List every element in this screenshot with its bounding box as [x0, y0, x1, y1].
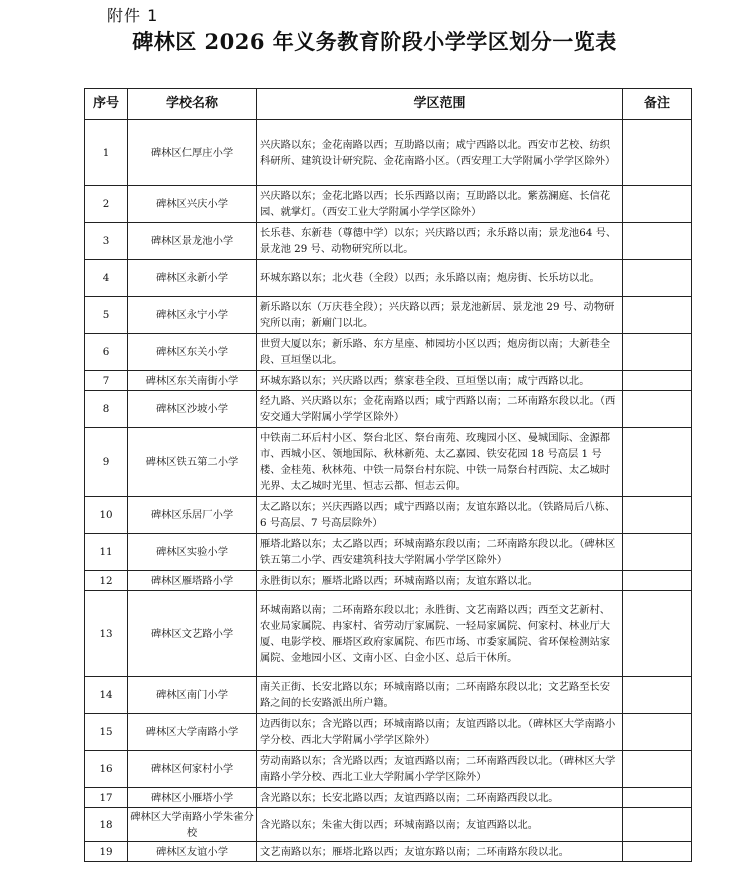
row-note — [623, 260, 692, 297]
header-school: 学校名称 — [128, 89, 257, 120]
district-range: 兴庆路以东；金花北路以西；长乐西路以南；互助路以北。紫荔澜庭、长信花园、就掌灯。（西安工业大学附属小学学区除外） — [257, 186, 623, 223]
district-range: 中铁南二环后村小区、祭台北区、祭台南苑、玫瑰园小区、曼城国际、金源都市、西城小区、领地国际、秋林新苑、太乙嘉园、铁安花园 18 号高层 1 号楼、金桂苑、秋林苑、中铁一局祭台村东院、中铁一局祭台村西院、太乙城时光界、太乙城时光里、恒志云都、恒志云仰。 — [257, 428, 623, 497]
table-row — [85, 186, 692, 223]
row-note — [623, 808, 692, 842]
row-number: 9 — [85, 428, 128, 497]
table-row — [85, 571, 692, 591]
row-note — [623, 391, 692, 428]
row-number: 2 — [85, 186, 128, 223]
table-header-row — [85, 89, 692, 120]
school-name: 碑林区何家村小学 — [128, 751, 257, 788]
row-note — [623, 842, 692, 862]
table-row — [85, 428, 692, 497]
table-row — [85, 808, 692, 842]
district-range: 环城东路以东；兴庆路以西；蔡家巷全段、亘垣堡以南；咸宁西路以北。 — [257, 371, 623, 391]
row-note — [623, 371, 692, 391]
school-district-table — [84, 88, 692, 862]
table-row — [85, 260, 692, 297]
table-row — [85, 120, 692, 186]
school-name: 碑林区小雁塔小学 — [128, 788, 257, 808]
school-name: 碑林区文艺路小学 — [128, 591, 257, 677]
school-name: 碑林区南门小学 — [128, 677, 257, 714]
row-number: 12 — [85, 571, 128, 591]
table-row — [85, 297, 692, 334]
table-body — [85, 120, 692, 862]
district-range: 边西街以东；含光路以西；环城南路以南；友谊西路以北。（碑林区大学南路小学分校、西北大学附属小学学区除外） — [257, 714, 623, 751]
district-range: 环城南路以南；二环南路东段以北；永胜街、文艺南路以西；西至文艺新村、农业局家属院、冉家村、省劳动厅家属院、一轻局家属院、何家村、林业厅大厦、电影学校、雁塔区政府家属院、布匹市场、市委家属院、省环保检测站家属院、金地园小区、文南小区、白金小区、总后干休所。 — [257, 591, 623, 677]
table-row — [85, 714, 692, 751]
row-number: 16 — [85, 751, 128, 788]
school-name: 碑林区实验小学 — [128, 534, 257, 571]
row-number: 1 — [85, 120, 128, 186]
school-name: 碑林区仁厚庄小学 — [128, 120, 257, 186]
school-name: 碑林区沙坡小学 — [128, 391, 257, 428]
row-note — [623, 534, 692, 571]
district-range: 雁塔北路以东；太乙路以西；环城南路东段以南；二环南路东段以北。（碑林区铁五第二小学、西安建筑科技大学附属小学学区除外） — [257, 534, 623, 571]
row-number: 7 — [85, 371, 128, 391]
row-note — [623, 497, 692, 534]
district-range: 劳动南路以东；含光路以西；友谊西路以南；二环南路西段以北。（碑林区大学南路小学分校、西北工业大学附属小学学区除外） — [257, 751, 623, 788]
table-row — [85, 534, 692, 571]
district-range: 新乐路以东（万庆巷全段）；兴庆路以西；景龙池新居、景龙池 29 号、动物研究所以南；新廟门以北。 — [257, 297, 623, 334]
row-note — [623, 186, 692, 223]
table-row — [85, 391, 692, 428]
row-number: 17 — [85, 788, 128, 808]
header-no: 序号 — [85, 89, 128, 120]
attachment-label: 附件 1 — [107, 6, 159, 25]
row-note — [623, 428, 692, 497]
row-note — [623, 297, 692, 334]
row-number: 3 — [85, 223, 128, 260]
table-row — [85, 677, 692, 714]
school-name: 碑林区东关南街小学 — [128, 371, 257, 391]
row-number: 10 — [85, 497, 128, 534]
header-note: 备注 — [623, 89, 692, 120]
row-number: 8 — [85, 391, 128, 428]
district-range: 环城东路以东；北火巷（全段）以西；永乐路以南；炮房街、长乐坊以北。 — [257, 260, 623, 297]
school-name: 碑林区大学南路小学 — [128, 714, 257, 751]
school-name: 碑林区乐居厂小学 — [128, 497, 257, 534]
table-row — [85, 223, 692, 260]
row-note — [623, 591, 692, 677]
row-number: 14 — [85, 677, 128, 714]
row-note — [623, 677, 692, 714]
school-name: 碑林区永新小学 — [128, 260, 257, 297]
table-row — [85, 842, 692, 862]
row-note — [623, 788, 692, 808]
row-note — [623, 714, 692, 751]
school-name: 碑林区友谊小学 — [128, 842, 257, 862]
row-number: 11 — [85, 534, 128, 571]
row-number: 18 — [85, 808, 128, 842]
table-row — [85, 334, 692, 371]
row-number: 4 — [85, 260, 128, 297]
document-title: 碑林区 2026 年义务教育阶段小学学区划分一览表 — [132, 29, 617, 54]
school-name: 碑林区永宁小学 — [128, 297, 257, 334]
table-row — [85, 788, 692, 808]
district-range: 含光路以东；朱雀大街以西；环城南路以南；友谊西路以北。 — [257, 808, 623, 842]
district-range: 太乙路以东；兴庆西路以西；咸宁西路以南；友谊东路以北。（铁路局后八栋、6 号高层、7 号高层除外） — [257, 497, 623, 534]
header-range: 学区范围 — [257, 89, 623, 120]
school-name: 碑林区雁塔路小学 — [128, 571, 257, 591]
row-number: 5 — [85, 297, 128, 334]
row-note — [623, 120, 692, 186]
row-number: 19 — [85, 842, 128, 862]
district-range: 南关正街、长安北路以东；环城南路以南；二环南路东段以北；文艺路至长安路之间的长安路派出所户籍。 — [257, 677, 623, 714]
school-name: 碑林区大学南路小学朱雀分校 — [128, 808, 257, 842]
row-number: 6 — [85, 334, 128, 371]
district-range: 文艺南路以东；雁塔北路以西；友谊东路以南；二环南路东段以北。 — [257, 842, 623, 862]
row-note — [623, 223, 692, 260]
school-name: 碑林区景龙池小学 — [128, 223, 257, 260]
table-row — [85, 371, 692, 391]
row-number: 13 — [85, 591, 128, 677]
district-range: 兴庆路以东；金花南路以西；互助路以南；咸宁西路以北。西安市艺校、纺织科研所、建筑设计研究院、金花南路小区。（西安理工大学附属小学学区除外） — [257, 120, 623, 186]
row-note — [623, 571, 692, 591]
district-range: 经九路、兴庆路以东；金花南路以西；咸宁西路以南；二环南路东段以北。（西安交通大学附属小学学区除外） — [257, 391, 623, 428]
school-name: 碑林区东关小学 — [128, 334, 257, 371]
table-row — [85, 497, 692, 534]
school-name: 碑林区兴庆小学 — [128, 186, 257, 223]
table-row — [85, 591, 692, 677]
school-name: 碑林区铁五第二小学 — [128, 428, 257, 497]
district-range: 永胜街以东；雁塔北路以西；环城南路以南；友谊东路以北。 — [257, 571, 623, 591]
district-range: 世贸大厦以东；新乐路、东方星座、柿园坊小区以西；炮房街以南；大新巷全段、亘垣堡以北。 — [257, 334, 623, 371]
table-row — [85, 751, 692, 788]
row-note — [623, 334, 692, 371]
district-range: 含光路以东；长安北路以西；友谊西路以南；二环南路西段以北。 — [257, 788, 623, 808]
row-note — [623, 751, 692, 788]
row-number: 15 — [85, 714, 128, 751]
district-range: 长乐巷、东新巷（尊德中学）以东；兴庆路以西；永乐路以南；景龙池64 号、景龙池 29 号、动物研究所以北。 — [257, 223, 623, 260]
